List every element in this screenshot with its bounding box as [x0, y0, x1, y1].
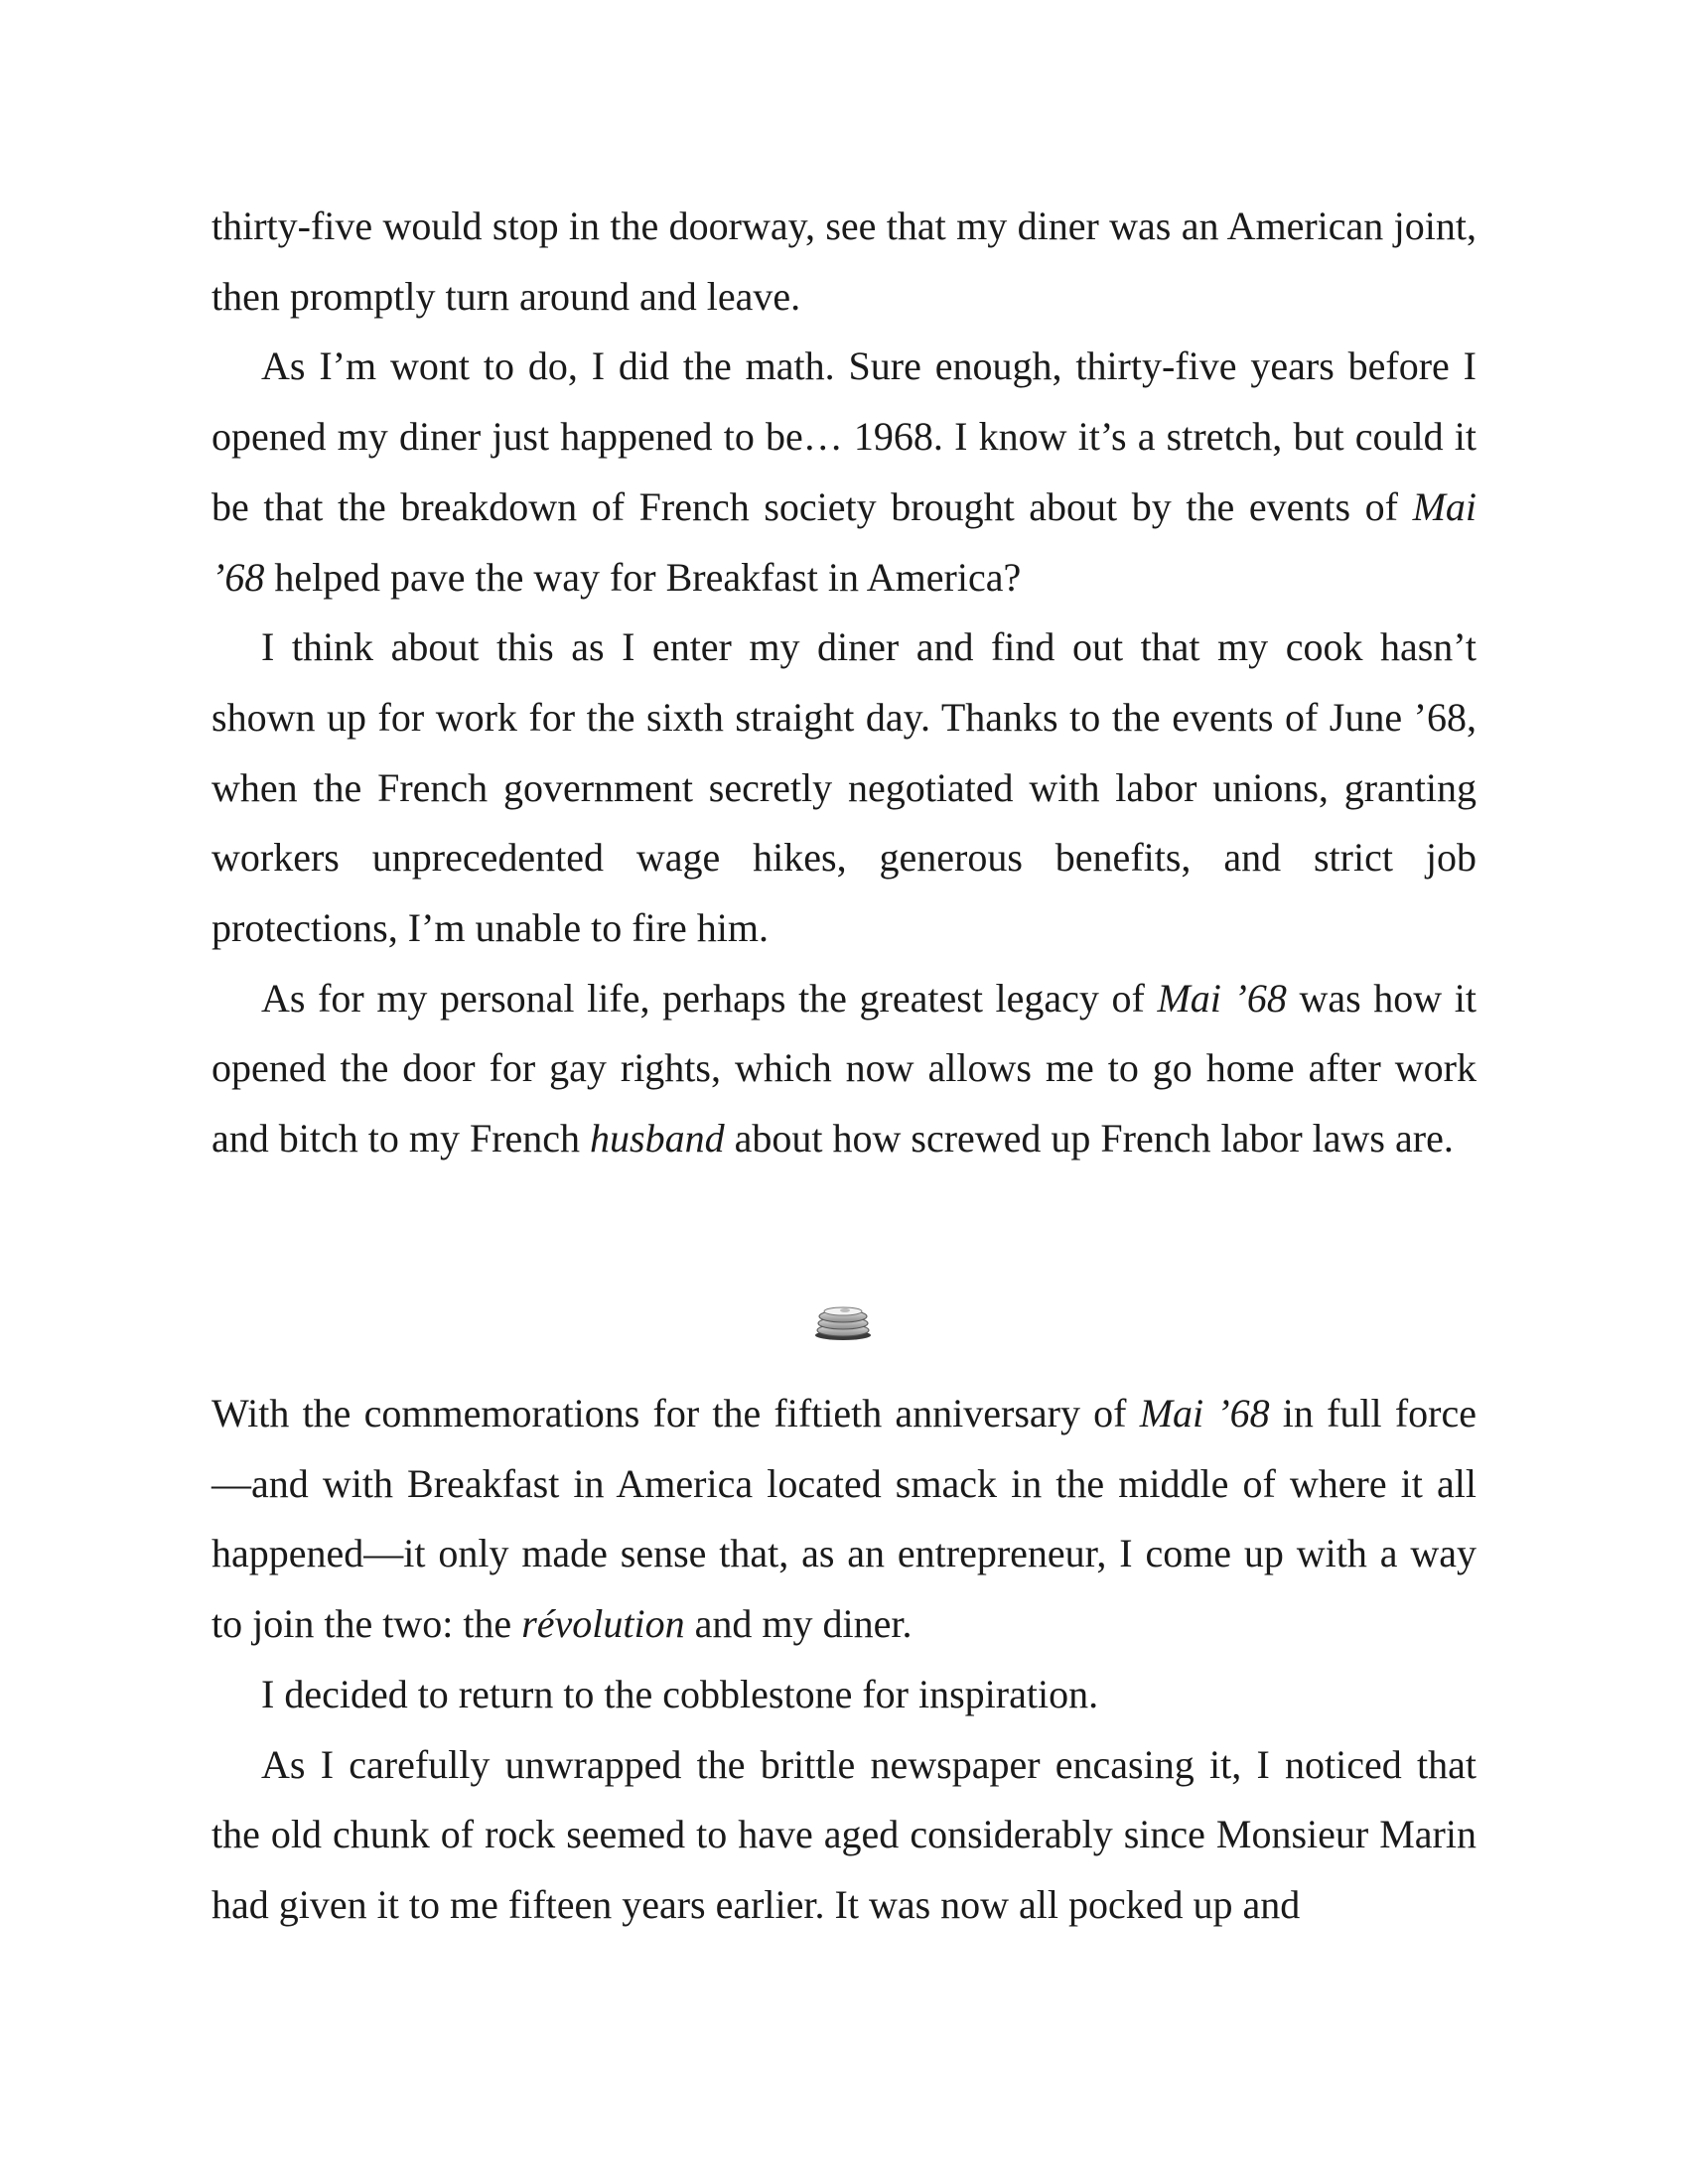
section-1-text: [211, 192, 1477, 1174]
italic-mai-68: Mai ’68: [1139, 1391, 1270, 1435]
paragraph-2: [211, 332, 1477, 613]
paragraph-2-text-end: helped pave the way for Breakfast in America?: [264, 554, 1022, 600]
paragraph-4-text-end: about how screwed up French labor laws are.: [724, 1116, 1454, 1161]
paragraph-3-text: I think about this as I enter my diner and find out that my cook hasn’t shown up for work for the sixth straight day. Thanks to the events of June ’68, when the French government secretly negotiated with labor unions, granting workers unprecedented wage hikes, generous benefits, and strict job protections, I’m unable to fire him.: [211, 624, 1477, 951]
paragraph-1-text: thirty-five would stop in the doorway, see that my diner was an American joint, then promptly turn around and leave.: [211, 204, 1477, 319]
paragraph-5-text-end: and my diner.: [684, 1601, 913, 1647]
paragraph-6: [211, 1660, 1477, 1730]
paragraph-7: [211, 1730, 1477, 1941]
paragraph-6-text: I decided to return to the cobblestone for inspiration.: [261, 1671, 1099, 1716]
paragraph-4-text-mid: was how it opened the door for gay rights, which now allows me to go home after work and bitch to my French: [211, 975, 1477, 1161]
section-2-text: [211, 1379, 1477, 1941]
paragraph-3: [211, 613, 1477, 964]
paragraph-5: [211, 1379, 1477, 1660]
italic-mai-68: Mai ’68: [211, 483, 1477, 600]
paragraph-4: [211, 964, 1477, 1174]
italic-husband: husband: [590, 1116, 725, 1161]
paragraph-7-text: As I carefully unwrapped the brittle newspaper encasing it, I noticed that the old chunk of rock seemed to have aged considerably since Monsieur Marin had given it to me fifteen years earlier. It was now all pocked up and: [211, 1741, 1477, 1927]
paragraph-5-text: With the commemorations for the fiftieth anniversary of: [211, 1391, 1140, 1435]
paragraph-4-text: As for my personal life, perhaps the greatest legacy of: [261, 975, 1158, 1021]
italic-revolution: révolution: [521, 1601, 685, 1647]
italic-mai-68: Mai ’68: [1157, 975, 1287, 1021]
paragraph-2-text: As I’m wont to do, I did the math. Sure enough, thirty-five years before I opened my diner just happened to be… 1968. I know it’s a stretch, but could it be that the breakdown of French society brought about by the events of: [211, 343, 1477, 529]
pancake-stack-icon: [812, 1300, 874, 1342]
paragraph-5-text-mid: in full force—and with Breakfast in America located smack in the middle of where it all happened—it only made sense that, as an entrepreneur, I come up with a way to join the two: the: [211, 1391, 1477, 1647]
paragraph-1: [211, 192, 1477, 332]
